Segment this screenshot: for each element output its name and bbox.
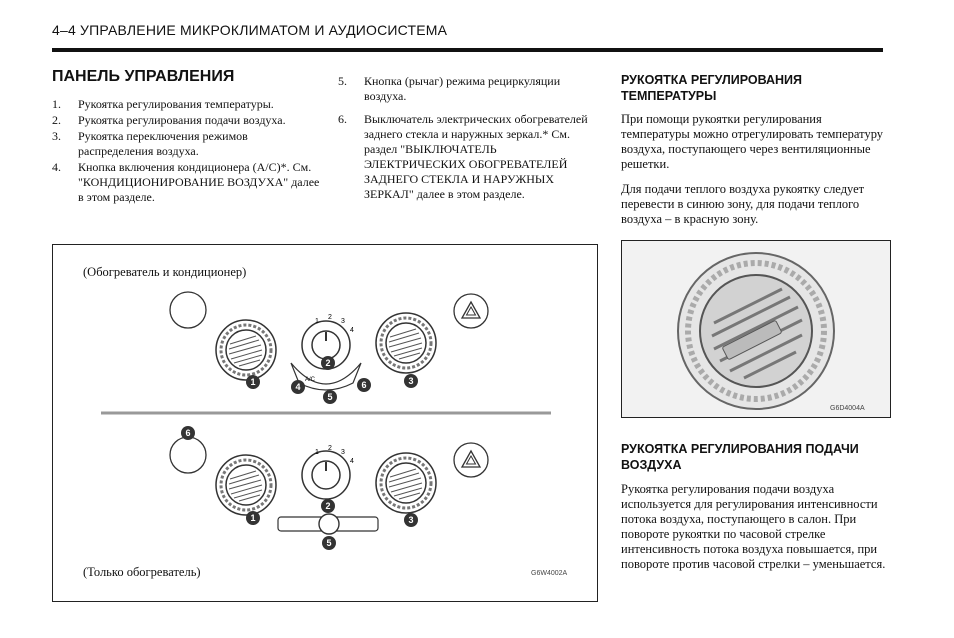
item-text: Рукоятка регулирования подачи воздуха. <box>78 113 286 127</box>
list-item <box>338 74 600 104</box>
temperature-knob-figure <box>621 240 891 418</box>
recirc-lever-knob <box>319 514 339 534</box>
fan-tick-4-bottom: 4 <box>350 458 354 465</box>
temperature-knob-top <box>216 320 276 380</box>
item-num: 5. <box>338 74 347 88</box>
temperature-knob-bottom <box>216 455 276 515</box>
mode-knob-bottom <box>376 453 436 513</box>
fan-section-title: РУКОЯТКА РЕГУЛИРОВАНИЯ ПОДАЧИ ВОЗДУХА <box>621 442 859 472</box>
temp-section-title: РУКОЯТКА РЕГУЛИРОВАНИЯ ТЕМПЕРАТУРЫ <box>621 73 803 103</box>
item-num: 1. <box>52 97 61 111</box>
item-text: Кнопка включения кондиционера (A/C)*. См. "КОНДИЦИОНИРОВАНИЕ ВОЗДУХА" далее в этом разделе. <box>78 160 320 204</box>
callout-5-top: 5 <box>327 392 333 402</box>
hazard-button-bottom <box>454 443 488 477</box>
temperature-knob-drawing <box>622 241 890 417</box>
callout-3-top: 3 <box>408 376 414 386</box>
page-header: 4–4 УПРАВЛЕНИЕ МИКРОКЛИМАТОМ И АУДИОСИСТЕМА <box>52 22 448 38</box>
panel-items-list-2 <box>338 74 600 203</box>
temp-para-2: Для подачи теплого воздуха рукоятку следует перевести в синюю зону, для подачи теплого воздуха – в красную зону. <box>621 182 865 226</box>
callout-6-bottom: 6 <box>185 428 191 438</box>
callout-2-bottom: 2 <box>325 501 331 511</box>
callout-3-bottom: 3 <box>408 515 414 525</box>
callout-2-top: 2 <box>325 358 331 368</box>
figure-caption-bottom: (Только обогреватель) <box>83 565 201 579</box>
mode-knob-top <box>376 313 436 373</box>
fan-para-1: Рукоятка регулирования подачи воздуха используется для регулирования интенсивности потока воздуха, поступающего в салон. При повороте рукоятки по часовой стрелке интенсивность потока воздуха повышается, при повороте против часовой стрелки – уменьшается. <box>621 482 886 571</box>
blank-button <box>170 292 206 328</box>
figure-caption-top: (Обогреватель и кондиционер) <box>83 265 247 279</box>
item-num: 4. <box>52 160 61 174</box>
hazard-button-top <box>454 294 488 328</box>
temp-figure-code: G6D4004A <box>830 405 865 412</box>
callout-5-bottom: 5 <box>326 538 332 548</box>
control-panel-drawing <box>53 245 599 603</box>
callout-1-bottom: 1 <box>250 513 256 523</box>
list-item <box>338 112 600 202</box>
fan-tick-3: 3 <box>341 318 345 325</box>
item-text: Рукоятка переключения режимов распределения воздуха. <box>78 129 248 158</box>
rear-defog-button <box>170 437 206 473</box>
control-panel-figure <box>52 244 598 602</box>
fan-tick-1-bottom: 1 <box>315 449 319 456</box>
fan-tick-2-bottom: 2 <box>328 445 332 452</box>
fan-tick-4: 4 <box>350 327 354 334</box>
callout-6-top: 6 <box>361 380 367 390</box>
header-rule <box>52 48 883 52</box>
panel-section-title: ПАНЕЛЬ УПРАВЛЕНИЯ <box>52 68 235 85</box>
fan-tick-3-bottom: 3 <box>341 449 345 456</box>
list-item <box>52 160 320 205</box>
temp-para-1: При помощи рукоятки регулирования температуры можно отрегулировать температуру воздуха, поступающего через вентиляционные решетки. <box>621 112 884 171</box>
ac-label: A/C <box>305 377 316 383</box>
list-item <box>52 113 320 128</box>
item-num: 3. <box>52 129 61 143</box>
callout-1-top: 1 <box>250 377 256 387</box>
fan-tick-2: 2 <box>328 314 332 321</box>
fan-knob-bottom <box>302 451 350 499</box>
list-item <box>52 129 320 159</box>
item-num: 2. <box>52 113 61 127</box>
item-text: Рукоятка регулирования температуры. <box>78 97 274 111</box>
list-item <box>52 97 320 112</box>
callout-4: 4 <box>295 382 301 392</box>
item-num: 6. <box>338 112 347 126</box>
item-text: Кнопка (рычаг) режима рециркуляции воздуха. <box>364 74 561 103</box>
fan-tick-1: 1 <box>315 318 319 325</box>
panel-items-list-1 <box>52 97 320 206</box>
figure-code: G6W4002A <box>531 570 568 577</box>
item-text: Выключатель электрических обогревателей заднего стекла и наружных зеркал.* См. раздел "ВЫКЛЮЧАТЕЛЬ ЭЛЕКТРИЧЕСКИХ ОБОГРЕВАТЕЛЕЙ ЗАДНЕГО СТЕКЛА И НАРУЖНЫХ ЗЕРКАЛ" далее в этом разделе. <box>364 112 588 201</box>
